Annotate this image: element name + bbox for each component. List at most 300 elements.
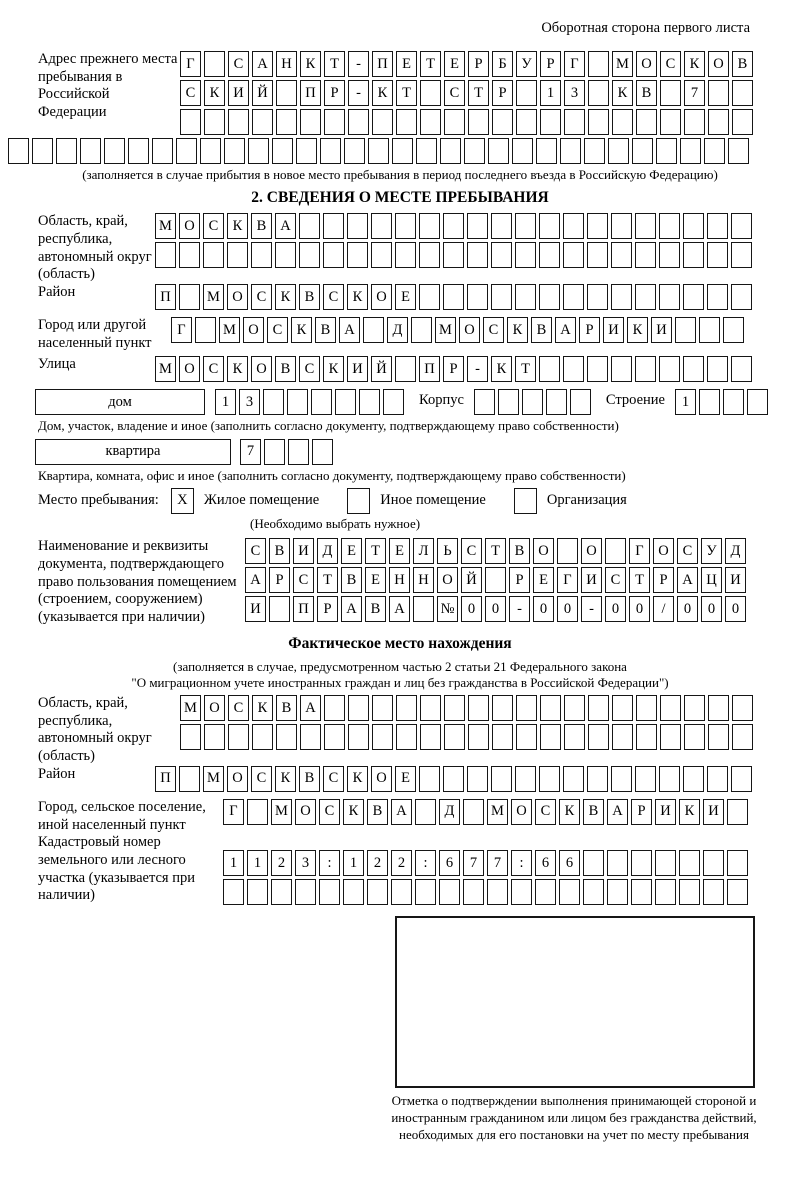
char-cell[interactable] [155,242,176,268]
char-cell[interactable]: Т [468,80,489,106]
char-cell[interactable]: К [275,766,296,792]
char-cell[interactable] [659,284,680,310]
char-cell[interactable] [583,879,604,905]
char-cell[interactable] [420,80,441,106]
char-cell[interactable] [152,138,173,164]
char-cell[interactable] [607,850,628,876]
char-cell[interactable]: О [227,766,248,792]
char-cell[interactable]: В [275,356,296,382]
char-cell[interactable] [564,724,585,750]
char-cell[interactable]: М [203,284,224,310]
char-cell[interactable]: К [204,80,225,106]
char-cell[interactable] [683,242,704,268]
char-cell[interactable] [372,695,393,721]
char-cell[interactable] [512,138,533,164]
char-cell[interactable] [679,850,700,876]
char-cell[interactable]: 0 [557,596,578,622]
char-cell[interactable] [444,695,465,721]
char-cell[interactable]: Т [317,567,338,593]
char-cell[interactable] [583,850,604,876]
char-cell[interactable] [419,213,440,239]
char-cell[interactable]: С [228,695,249,721]
char-cell[interactable] [731,213,752,239]
char-cell[interactable] [419,284,440,310]
char-cell[interactable] [539,213,560,239]
char-cell[interactable] [227,242,248,268]
char-cell[interactable] [312,439,333,465]
char-cell[interactable] [324,724,345,750]
char-cell[interactable]: Т [485,538,506,564]
char-cell[interactable]: Г [629,538,650,564]
char-cell[interactable] [275,242,296,268]
char-cell[interactable] [180,724,201,750]
char-cell[interactable] [443,242,464,268]
char-cell[interactable] [319,879,340,905]
char-cell[interactable] [607,879,628,905]
char-cell[interactable]: А [391,799,412,825]
char-cell[interactable] [539,356,560,382]
char-cell[interactable] [395,213,416,239]
char-cell[interactable] [32,138,53,164]
char-cell[interactable] [420,109,441,135]
char-cell[interactable] [563,766,584,792]
char-cell[interactable] [247,799,268,825]
char-cell[interactable] [584,138,605,164]
char-cell[interactable] [611,213,632,239]
char-cell[interactable] [660,695,681,721]
char-cell[interactable]: Ц [701,567,722,593]
char-cell[interactable]: 6 [439,850,460,876]
char-cell[interactable]: В [531,317,552,343]
char-cell[interactable] [488,138,509,164]
char-cell[interactable]: О [204,695,225,721]
char-cell[interactable] [539,242,560,268]
char-cell[interactable] [655,879,676,905]
char-cell[interactable]: Й [461,567,482,593]
char-cell[interactable]: В [269,538,290,564]
char-cell[interactable]: Т [324,51,345,77]
char-cell[interactable] [511,879,532,905]
char-cell[interactable] [588,51,609,77]
char-cell[interactable]: С [677,538,698,564]
char-cell[interactable]: К [252,695,273,721]
char-cell[interactable] [295,879,316,905]
char-cell[interactable]: С [299,356,320,382]
char-cell[interactable] [540,695,561,721]
char-cell[interactable]: С [660,51,681,77]
char-cell[interactable]: Р [269,567,290,593]
char-cell[interactable] [363,317,384,343]
char-cell[interactable]: К [291,317,312,343]
char-cell[interactable]: 3 [564,80,585,106]
char-cell[interactable] [224,138,245,164]
char-cell[interactable]: И [703,799,724,825]
char-cell[interactable]: К [684,51,705,77]
char-cell[interactable] [348,109,369,135]
char-cell[interactable]: С [251,766,272,792]
char-cell[interactable] [708,695,729,721]
char-cell[interactable]: П [293,596,314,622]
char-cell[interactable] [444,724,465,750]
char-cell[interactable]: О [371,284,392,310]
char-cell[interactable] [546,389,567,415]
char-cell[interactable] [675,317,696,343]
char-cell[interactable] [179,242,200,268]
char-cell[interactable]: М [180,695,201,721]
char-cell[interactable] [491,284,512,310]
char-cell[interactable]: О [295,799,316,825]
char-cell[interactable] [396,109,417,135]
char-cell[interactable]: В [509,538,530,564]
char-cell[interactable] [419,766,440,792]
char-cell[interactable] [515,766,536,792]
char-cell[interactable]: С [251,284,272,310]
char-cell[interactable] [392,138,413,164]
char-cell[interactable]: 2 [271,850,292,876]
char-cell[interactable]: О [581,538,602,564]
char-cell[interactable]: Д [439,799,460,825]
char-cell[interactable] [699,317,720,343]
char-cell[interactable]: И [581,567,602,593]
char-cell[interactable] [631,850,652,876]
char-cell[interactable] [343,879,364,905]
char-cell[interactable] [655,850,676,876]
char-cell[interactable] [443,284,464,310]
char-cell[interactable] [707,356,728,382]
char-cell[interactable] [732,109,753,135]
char-cell[interactable]: С [203,356,224,382]
char-cell[interactable] [659,766,680,792]
char-cell[interactable] [539,284,560,310]
char-cell[interactable] [395,242,416,268]
char-cell[interactable]: С [245,538,266,564]
char-cell[interactable] [491,213,512,239]
char-cell[interactable] [276,80,297,106]
char-cell[interactable]: О [459,317,480,343]
char-cell[interactable] [320,138,341,164]
char-cell[interactable] [635,242,656,268]
char-cell[interactable] [344,138,365,164]
char-cell[interactable]: А [300,695,321,721]
char-cell[interactable]: Й [252,80,273,106]
char-cell[interactable]: Е [365,567,386,593]
char-cell[interactable]: К [347,766,368,792]
char-cell[interactable] [487,879,508,905]
char-cell[interactable] [443,766,464,792]
char-cell[interactable]: К [372,80,393,106]
char-cell[interactable]: А [341,596,362,622]
char-cell[interactable] [515,284,536,310]
char-cell[interactable] [516,109,537,135]
char-cell[interactable] [708,724,729,750]
char-cell[interactable]: В [732,51,753,77]
char-cell[interactable] [204,109,225,135]
char-cell[interactable]: Е [444,51,465,77]
char-cell[interactable]: Р [579,317,600,343]
char-cell[interactable] [200,138,221,164]
char-cell[interactable] [324,695,345,721]
char-cell[interactable]: И [228,80,249,106]
char-cell[interactable] [411,317,432,343]
char-cell[interactable]: С [323,766,344,792]
char-cell[interactable] [348,695,369,721]
char-cell[interactable]: Е [396,51,417,77]
char-cell[interactable] [587,356,608,382]
char-cell[interactable] [727,879,748,905]
char-cell[interactable]: 7 [487,850,508,876]
char-cell[interactable] [383,389,404,415]
char-cell[interactable] [636,695,657,721]
char-cell[interactable]: - [581,596,602,622]
char-cell[interactable]: М [271,799,292,825]
char-cell[interactable] [324,109,345,135]
char-cell[interactable] [269,596,290,622]
char-cell[interactable] [516,724,537,750]
char-cell[interactable]: Т [396,80,417,106]
char-cell[interactable]: Р [324,80,345,106]
char-cell[interactable] [707,284,728,310]
char-cell[interactable] [608,138,629,164]
char-cell[interactable] [559,879,580,905]
char-cell[interactable]: 7 [684,80,705,106]
char-cell[interactable]: К [227,356,248,382]
char-cell[interactable] [323,213,344,239]
char-cell[interactable] [683,356,704,382]
char-cell[interactable] [180,109,201,135]
char-cell[interactable]: А [677,567,698,593]
char-cell[interactable] [252,724,273,750]
char-cell[interactable]: / [653,596,674,622]
char-cell[interactable]: О [437,567,458,593]
char-cell[interactable] [391,879,412,905]
char-cell[interactable] [347,213,368,239]
char-cell[interactable]: 1 [540,80,561,106]
char-cell[interactable]: Б [492,51,513,77]
char-cell[interactable]: И [293,538,314,564]
char-cell[interactable]: С [535,799,556,825]
char-cell[interactable] [467,284,488,310]
char-cell[interactable] [564,109,585,135]
char-cell[interactable] [707,766,728,792]
char-cell[interactable]: И [245,596,266,622]
char-cell[interactable] [515,213,536,239]
char-cell[interactable]: М [155,213,176,239]
char-cell[interactable] [396,724,417,750]
char-cell[interactable]: Е [395,284,416,310]
char-cell[interactable] [611,242,632,268]
char-cell[interactable] [204,51,225,77]
char-cell[interactable]: Л [413,538,434,564]
char-cell[interactable]: К [559,799,580,825]
char-cell[interactable] [104,138,125,164]
char-cell[interactable] [56,138,77,164]
char-cell[interactable]: О [636,51,657,77]
char-cell[interactable]: М [435,317,456,343]
char-cell[interactable] [635,213,656,239]
char-cell[interactable] [708,109,729,135]
char-cell[interactable]: - [348,80,369,106]
char-cell[interactable]: - [348,51,369,77]
char-cell[interactable]: О [179,356,200,382]
char-cell[interactable]: О [243,317,264,343]
char-cell[interactable]: В [365,596,386,622]
char-cell[interactable]: В [299,766,320,792]
char-cell[interactable] [323,242,344,268]
char-cell[interactable] [659,242,680,268]
char-cell[interactable]: 0 [725,596,746,622]
other-premises-checkbox[interactable] [347,488,370,514]
char-cell[interactable]: Е [533,567,554,593]
char-cell[interactable]: Т [515,356,536,382]
residential-checkbox[interactable]: X [171,488,194,514]
char-cell[interactable] [731,766,752,792]
char-cell[interactable]: С [323,284,344,310]
char-cell[interactable] [588,80,609,106]
char-cell[interactable]: 2 [391,850,412,876]
char-cell[interactable]: Н [389,567,410,593]
char-cell[interactable] [588,724,609,750]
char-cell[interactable]: Г [564,51,585,77]
char-cell[interactable]: С [461,538,482,564]
char-cell[interactable] [371,242,392,268]
char-cell[interactable] [563,284,584,310]
char-cell[interactable]: Й [371,356,392,382]
char-cell[interactable] [516,80,537,106]
char-cell[interactable]: Р [492,80,513,106]
char-cell[interactable]: Г [180,51,201,77]
char-cell[interactable] [420,724,441,750]
char-cell[interactable] [588,695,609,721]
char-cell[interactable] [683,766,704,792]
char-cell[interactable] [272,138,293,164]
char-cell[interactable]: К [491,356,512,382]
char-cell[interactable]: Г [171,317,192,343]
char-cell[interactable] [420,695,441,721]
char-cell[interactable] [179,284,200,310]
char-cell[interactable]: В [636,80,657,106]
char-cell[interactable]: В [367,799,388,825]
char-cell[interactable] [660,109,681,135]
char-cell[interactable]: К [507,317,528,343]
char-cell[interactable] [468,695,489,721]
char-cell[interactable] [631,879,652,905]
char-cell[interactable] [311,389,332,415]
char-cell[interactable]: П [155,766,176,792]
char-cell[interactable] [444,109,465,135]
char-cell[interactable]: В [276,695,297,721]
char-cell[interactable] [679,879,700,905]
char-cell[interactable] [727,799,748,825]
char-cell[interactable] [536,138,557,164]
char-cell[interactable] [204,724,225,750]
char-cell[interactable]: : [511,850,532,876]
char-cell[interactable] [587,242,608,268]
char-cell[interactable]: 0 [533,596,554,622]
char-cell[interactable] [247,879,268,905]
char-cell[interactable]: К [347,284,368,310]
char-cell[interactable] [287,389,308,415]
char-cell[interactable] [347,242,368,268]
char-cell[interactable] [612,724,633,750]
char-cell[interactable] [372,109,393,135]
char-cell[interactable] [659,213,680,239]
char-cell[interactable] [660,80,681,106]
char-cell[interactable] [588,109,609,135]
char-cell[interactable] [223,879,244,905]
char-cell[interactable] [683,284,704,310]
char-cell[interactable]: А [252,51,273,77]
char-cell[interactable] [611,766,632,792]
char-cell[interactable] [248,138,269,164]
char-cell[interactable] [731,242,752,268]
char-cell[interactable] [276,109,297,135]
char-cell[interactable]: М [612,51,633,77]
char-cell[interactable]: 0 [629,596,650,622]
char-cell[interactable] [299,242,320,268]
char-cell[interactable] [251,242,272,268]
char-cell[interactable] [659,356,680,382]
char-cell[interactable] [474,389,495,415]
char-cell[interactable]: Е [389,538,410,564]
char-cell[interactable] [176,138,197,164]
char-cell[interactable]: Р [317,596,338,622]
char-cell[interactable]: В [299,284,320,310]
char-cell[interactable]: 0 [461,596,482,622]
char-cell[interactable]: Р [509,567,530,593]
char-cell[interactable]: П [372,51,393,77]
char-cell[interactable] [276,724,297,750]
char-cell[interactable]: К [679,799,700,825]
char-cell[interactable]: В [315,317,336,343]
char-cell[interactable] [195,317,216,343]
char-cell[interactable]: В [251,213,272,239]
char-cell[interactable] [680,138,701,164]
char-cell[interactable] [535,879,556,905]
char-cell[interactable]: М [203,766,224,792]
char-cell[interactable]: 1 [223,850,244,876]
char-cell[interactable]: С [444,80,465,106]
char-cell[interactable]: 0 [605,596,626,622]
char-cell[interactable] [635,284,656,310]
char-cell[interactable]: С [483,317,504,343]
char-cell[interactable] [557,538,578,564]
char-cell[interactable] [252,109,273,135]
char-cell[interactable] [732,80,753,106]
char-cell[interactable] [587,766,608,792]
char-cell[interactable]: Е [341,538,362,564]
char-cell[interactable]: У [701,538,722,564]
char-cell[interactable] [683,213,704,239]
char-cell[interactable]: Т [629,567,650,593]
char-cell[interactable] [728,138,749,164]
char-cell[interactable]: Р [653,567,674,593]
char-cell[interactable] [300,109,321,135]
char-cell[interactable] [732,695,753,721]
char-cell[interactable]: О [708,51,729,77]
char-cell[interactable]: С [605,567,626,593]
char-cell[interactable] [271,879,292,905]
char-cell[interactable] [703,850,724,876]
char-cell[interactable] [8,138,29,164]
char-cell[interactable] [516,695,537,721]
char-cell[interactable]: Е [395,766,416,792]
char-cell[interactable]: 0 [677,596,698,622]
char-cell[interactable]: А [607,799,628,825]
char-cell[interactable] [348,724,369,750]
char-cell[interactable] [731,284,752,310]
char-cell[interactable] [587,213,608,239]
char-cell[interactable]: А [555,317,576,343]
